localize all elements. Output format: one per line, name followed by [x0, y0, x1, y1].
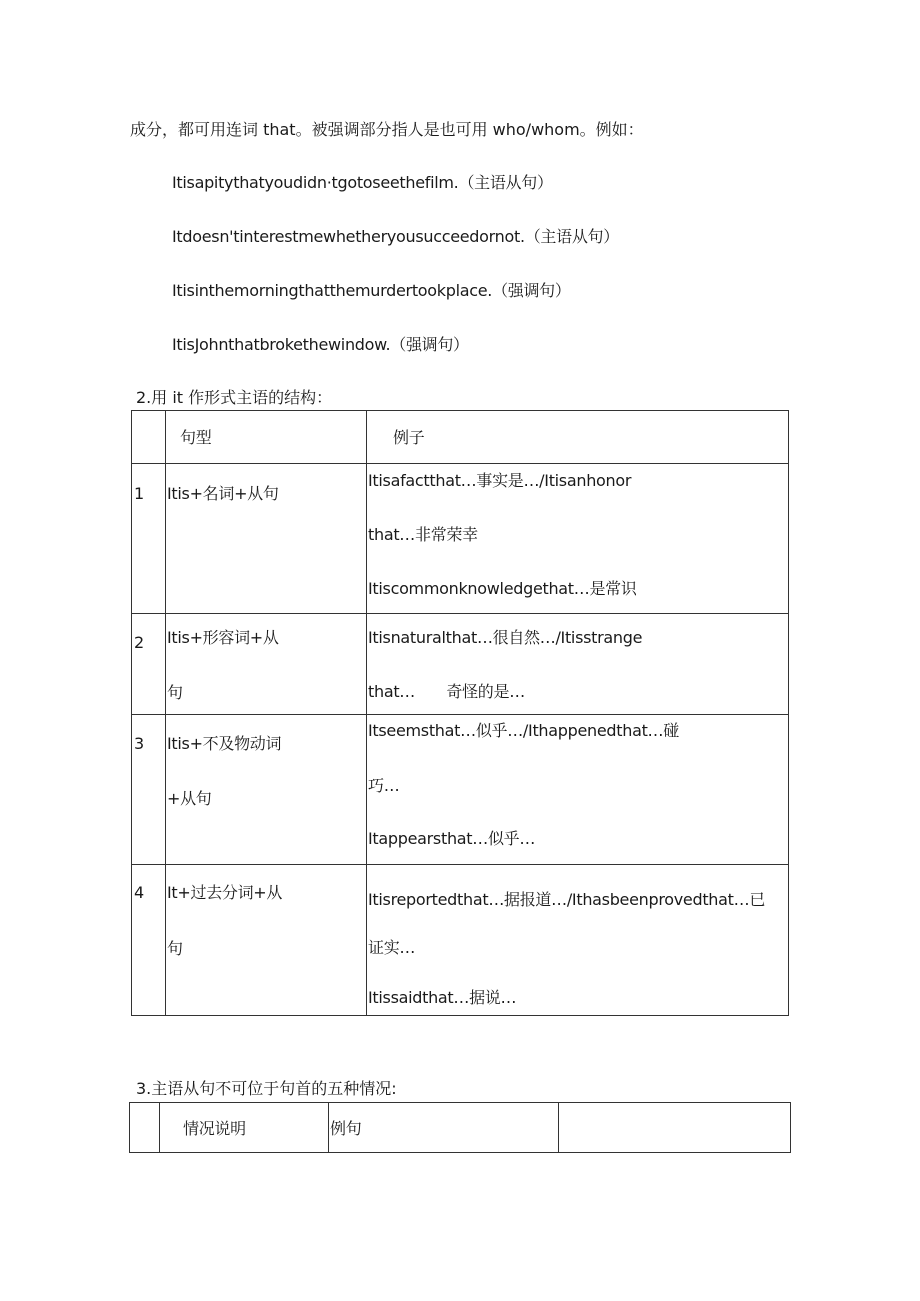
header-cell-situation: 情况说明 [160, 1103, 329, 1153]
row-examples: Itseemsthat…似乎…/Ithappenedthat…碰 巧… Itappearsthat…似乎… [367, 715, 789, 865]
table-header-row [132, 411, 789, 464]
header-cell-empty [559, 1103, 791, 1153]
intro-text: 成分，都可用连词 that。被强调部分指人是也可用 who/whom。例如： [130, 120, 644, 139]
row-pattern: Itis+形容词+从 句 [166, 614, 367, 715]
row-pattern: Itis+名词+从句 [166, 464, 367, 614]
example-sentence-3: Itisinthemorningthatthemurdertookplace.（强调句） [172, 281, 571, 300]
row-pattern: It+过去分词+从 句 [166, 865, 367, 1016]
section2-heading: 2.用 it 作形式主语的结构： [136, 388, 333, 407]
row-number: 2 [132, 614, 166, 715]
row-pattern: Itis+不及物动词 +从句 [166, 715, 367, 865]
table-row [132, 464, 789, 614]
header-cell-example: 例句 [329, 1103, 559, 1153]
row-examples: Itisreportedthat…据报道…/Ithasbeenprovedthat…已 证实… Itissaidthat…据说… [367, 865, 789, 1016]
header-cell-pattern: 句型 [166, 411, 367, 464]
table-header-row [130, 1103, 791, 1153]
situations-table [129, 1102, 791, 1153]
table-row [132, 614, 789, 715]
table-row [132, 715, 789, 865]
header-cell-num [130, 1103, 160, 1153]
row-examples: Itisnaturalthat…很自然…/Itisstrange that… 奇怪的是… [367, 614, 789, 715]
row-number: 4 [132, 865, 166, 1016]
header-cell-examples: 例子 [367, 411, 789, 464]
row-examples: Itisafactthat…事实是…/Itisanhonor that…非常荣幸 Itiscommonknowledgethat…是常识 [367, 464, 789, 614]
row-number: 3 [132, 715, 166, 865]
table-row [132, 865, 789, 1016]
section3-heading: 3.主语从句不可位于句首的五种情况: [136, 1079, 397, 1098]
structure-table [131, 410, 789, 1016]
header-cell-num [132, 411, 166, 464]
example-sentence-2: Itdoesn'tinterestmewhetheryousucceedornot.（主语从句） [172, 227, 619, 246]
row-number: 1 [132, 464, 166, 614]
example-sentence-1: Itisapitythatyoudidn·tgotoseethefilm.（主语从句） [172, 173, 553, 192]
example-sentence-4: ItisJohnthatbrokethewindow.（强调句） [172, 335, 469, 354]
